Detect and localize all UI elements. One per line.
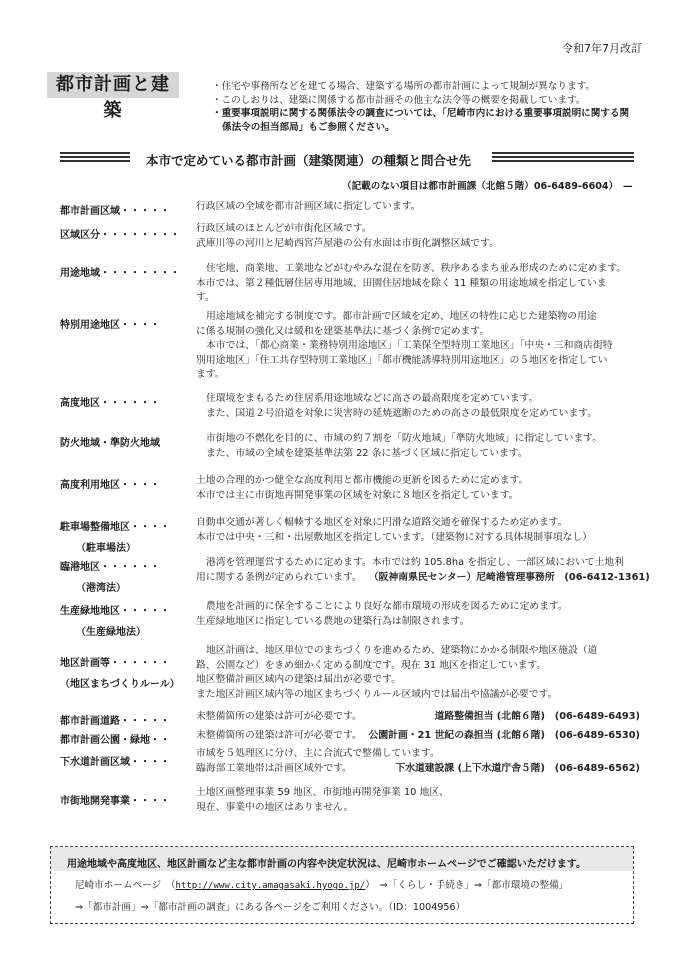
desc-line (196, 571, 650, 586)
desc-line: 住宅地、商業地、工業地などがむやみな混在を防ぎ、秩序あるまち並み形成のために定めます。 (206, 263, 627, 274)
row-label: 都市計画区域・・・・・ (60, 206, 170, 217)
nav-path: ） ⇒「くらし・手続き」⇒「都市環境の整備」 (365, 880, 569, 891)
desc-line: 港湾を管理運営するために定めます。本市では約 105.8ha を指定し、一部区域において土地利 (206, 557, 624, 568)
desc-line: 住環境をまもるため住居系用途地域などに高さの最高限度を定めています。 (206, 393, 539, 404)
intro-notes (212, 80, 652, 134)
desc-text: 用に関する条例が定められています。 (196, 571, 362, 583)
row-label-law: （生産緑地法） (76, 627, 146, 638)
desc-line: 地区整備計画区域内の建築は届出が必要です。 (196, 674, 401, 685)
row-label: 下水道計画区域・・・・ (60, 757, 170, 768)
row-label: 特別用途地区・・・・ (60, 320, 160, 331)
row-label (60, 654, 200, 690)
intro-line: ・重要事項説明に関する関係法令の調査については、「尼崎市内における重要事項説明に関する関 (212, 108, 630, 119)
desc-line: 地区計画は、地区単位でのまちづくりを進めるため、建築物にかかる制限や地区施設（道 (206, 645, 598, 656)
row-label-law: （駐車場法） (76, 543, 136, 554)
row-label: 用途地域・・・・・・・・ (60, 268, 180, 279)
desc-line: また、国道２号沿道を対象に災害時の延焼遮断のための高さの最低限度を定めています。 (206, 407, 598, 419)
desc-line: 用途地域を補完する制度です。都市計画で区域を定め、地区の特性に応じた建築物の用途 (206, 311, 597, 322)
row-label: 区域区分・・・・・・・・ (60, 230, 180, 241)
contact-info: 道路整備担当 (北館６階) (06-6489-6493) (434, 711, 640, 722)
desc-line: 生産緑地地区に指定している農地の建築行為は制限されます。 (196, 615, 470, 627)
section-rule-left (60, 152, 130, 164)
desc-line: 土地の合理的かつ健全な高度利用と都市機能の更新を図るために定めます。 (196, 475, 529, 486)
desc-line: に係る規制の強化又は緩和を建築基準法に基づく条例で定めます。 (196, 325, 490, 337)
desc-line: 路、公園など）をきめ細かく定める制度です。現在 31 地区を指定しています。 (196, 659, 547, 671)
desc-line: 別用途地区」「住工共存型特別工業地区」「都市機能誘導特別用途地区」の５地区を指定してい (196, 354, 608, 366)
section-rule-right (492, 152, 634, 164)
row-label-law: （地区まちづくりルール） (60, 679, 180, 690)
desc-line: 土地区画整理事業 59 地区、市街地再開発事業 10 地区、 (196, 787, 449, 798)
row-description (196, 474, 640, 503)
desc-line: また、市域の全域を建築基準法第 22 条に基づく区域に指定しています。 (206, 447, 528, 459)
page-title: 都市計画と建築 (47, 72, 179, 98)
row-description (196, 200, 640, 215)
row-description (196, 729, 640, 744)
row-description (196, 432, 640, 461)
info-box-headline: 用途地域や高度地区、地区計画など主な都市計画の内容や決定状況は、尼崎市ホームページでご確認いただけます。 (67, 859, 586, 870)
row-label: 高度地区・・・・・・ (60, 398, 160, 409)
desc-line: 本市では、第２種低層住居専用地域、田園住居地域を除く 11 種類の用途地域を指定していま (196, 277, 607, 289)
row-label: 市街地開発事業・・・・ (60, 796, 170, 807)
desc-line: 未整備箇所の建築は許可が必要です。 (196, 711, 362, 722)
row-label-main: 生産緑地地区・・・・・ (60, 606, 170, 617)
contact-info: （阪神南県民センター）尼崎港管理事務所 (06-6412-1361) (368, 571, 650, 583)
revision-date: 令和7年7月改訂 (562, 42, 642, 55)
desc-line: また地区計画区域内等の地区まちづくりルール区域内では届出や協議が必要です。 (196, 688, 558, 700)
desc-line: 農地を計画的に保全することにより良好な都市環境の形成を図るために定めます。 (206, 601, 568, 612)
desc-line: 本市では中央・三和・出屋敷地区を指定しています。（建築物に対する具体規制事項なし） (196, 531, 592, 543)
row-description (196, 747, 640, 776)
row-label: 都市計画道路・・・・・ (60, 716, 170, 727)
row-label: 防火地域・準防火地域 (60, 438, 160, 449)
info-box-site-line (75, 877, 568, 891)
section-title: 本市で定めている都市計画（建築関連）の種類と問合せ先 (146, 153, 472, 168)
contact-info: 公園計画・21 世紀の森担当 (北館６階) (06-6489-6530) (368, 730, 640, 741)
intro-line: ・住宅や事務所などを建てる場合、建築する場所の都市計画によって規制が異なります。 (212, 81, 595, 92)
row-label: 高度利用地区・・・・ (60, 480, 160, 491)
row-label-main: 臨港地区・・・・・・ (60, 562, 160, 573)
desc-line: 市街地の不燃化を目的に、市域の約７割を「防火地域」「準防火地域」に指定しています。 (206, 433, 602, 444)
desc-line: ます。 (196, 369, 225, 380)
row-description (196, 600, 640, 629)
site-label: 尼崎市ホームページ （ (75, 880, 176, 891)
contact-info: 下水道建設課 (上下水道庁舎５階) (06-6489-6562) (395, 762, 640, 774)
row-description (196, 310, 640, 383)
row-description (196, 556, 650, 585)
desc-line: 市域を５処理区に分け、主に合流式で整備しています。 (196, 748, 440, 759)
row-description (196, 710, 640, 725)
row-label-main: 地区計画等・・・・・・ (60, 658, 170, 669)
row-description (196, 262, 640, 306)
row-description (196, 392, 640, 421)
row-description (196, 644, 640, 702)
row-label (60, 602, 200, 638)
desc-line: 行政区域のほとんどが市街化区域です。 (196, 223, 372, 234)
row-label-law: （港湾法） (76, 583, 126, 594)
desc-line: 本市では主に市街地再開発事業の区域を対象に８地区を指定しています。 (196, 489, 519, 501)
row-label (60, 518, 200, 554)
row-label: 都市計画公園・緑地・・ (60, 735, 170, 746)
homepage-info-box (50, 846, 634, 924)
homepage-link[interactable]: http://www.city.amagasaki.hyogo.jp/ (175, 881, 366, 891)
row-label-main: 駐車場整備地区・・・・ (60, 522, 170, 533)
row-description (196, 222, 640, 251)
section-contact-note: （記載のない項目は都市計画課（北館５階）06-6489-6604） — (342, 181, 633, 192)
desc-line: 自動車交通が著しく輻輳する地区を対象に円滑な道路交通を確保するため定めます。 (196, 517, 568, 528)
desc-line: 現在、事業中の地区はありません。 (196, 801, 354, 813)
intro-line: ・このしおりは、建築に関係する都市計画その他主な法令等の概要を掲載しています。 (212, 94, 586, 106)
desc-line: 本市では、「都心商業・業務特別用途地区」「工業保全型特別工業地区」「中央・三和商店街特 (206, 340, 613, 351)
info-box-nav-line: ⇒「都市計画」⇒「都市計画の調査」にある各ページをご利用ください。（ID：1004956） (75, 902, 466, 913)
desc-line: 未整備箇所の建築は許可が必要です。 (196, 730, 362, 741)
desc-line: す。 (196, 292, 215, 303)
row-label (60, 558, 200, 594)
intro-line: 係法令の担当部局」もご参照ください。 (222, 121, 395, 133)
row-description (196, 516, 640, 545)
row-description (196, 786, 640, 815)
desc-line: 行政区域の全域を都市計画区域に指定しています。 (196, 201, 421, 212)
desc-line: 武庫川等の河川と尼崎西宮芦屋港の公有水面は市街化調整区域です。 (196, 237, 499, 249)
desc-line: 臨海部工業地帯は計画区域外です。 (196, 762, 352, 774)
